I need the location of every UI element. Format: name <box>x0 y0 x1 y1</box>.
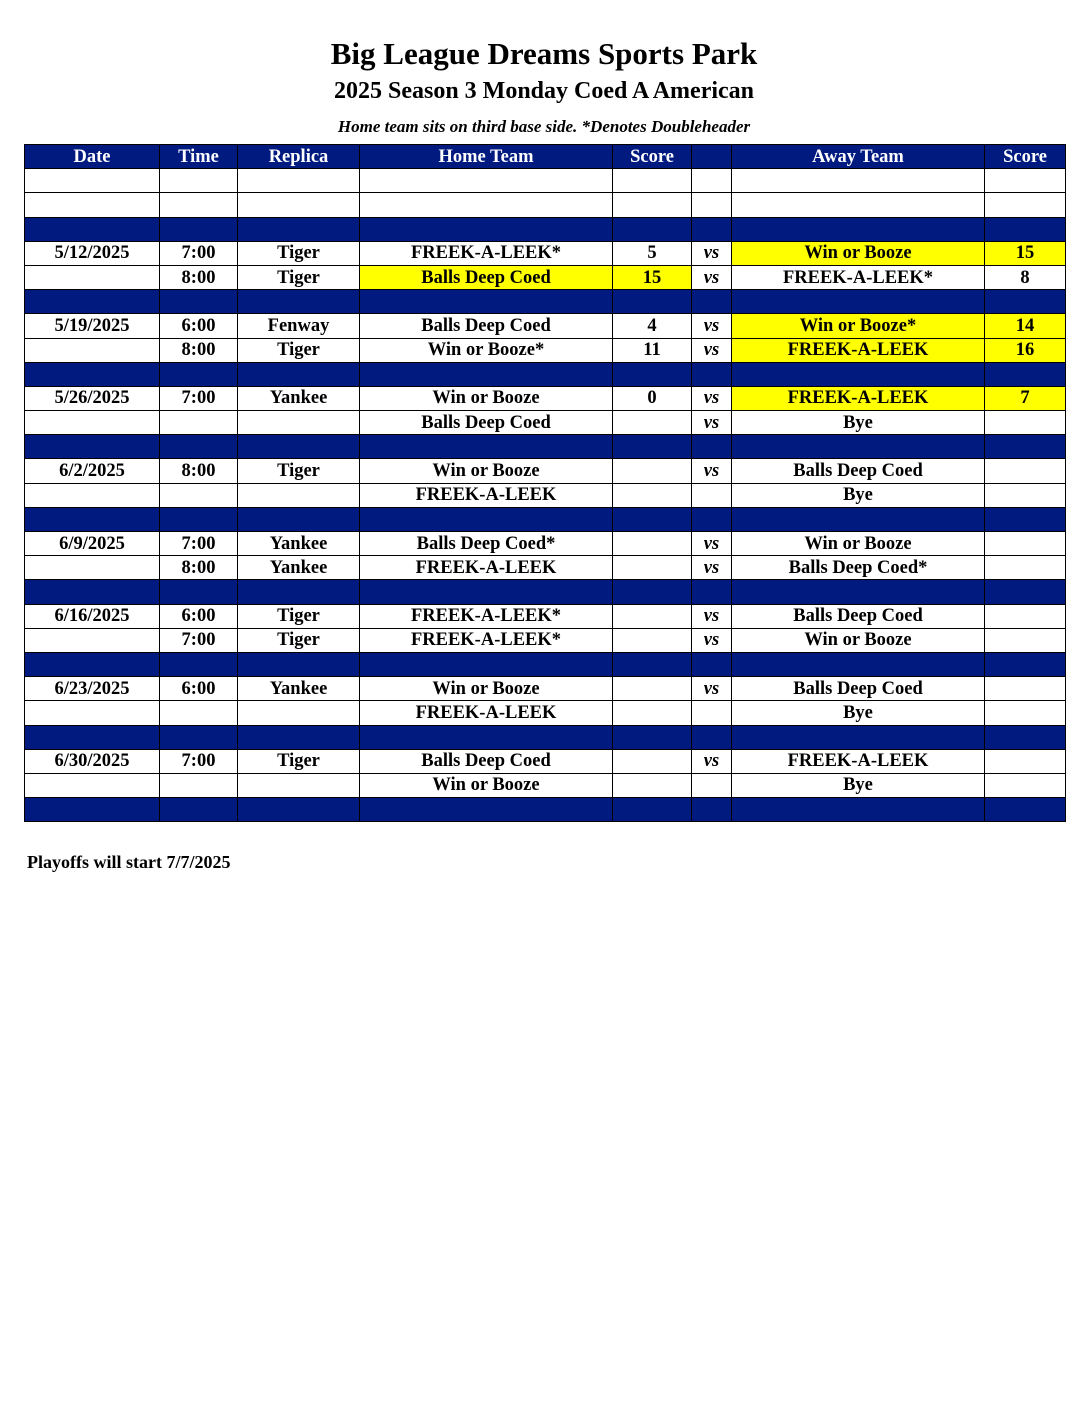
replica-cell <box>238 193 360 217</box>
header-row <box>25 145 1066 169</box>
away-score-cell <box>985 193 1066 217</box>
replica-cell <box>238 290 360 314</box>
separator-row <box>25 362 1066 386</box>
col-away-team-header: Away Team <box>732 145 985 169</box>
vs-cell: vs <box>692 604 732 628</box>
home-team-cell <box>360 652 613 676</box>
date-cell <box>25 193 160 217</box>
game-row <box>25 628 1066 652</box>
home-score-cell <box>613 749 692 773</box>
away-score-cell <box>985 798 1066 822</box>
away-score-cell <box>985 217 1066 241</box>
home-team-cell: Balls Deep Coed <box>360 411 613 435</box>
date-cell: 5/12/2025 <box>25 241 160 265</box>
home-score-cell <box>613 556 692 580</box>
date-cell <box>25 556 160 580</box>
home-team-cell <box>360 193 613 217</box>
home-team-cell: Win or Booze <box>360 459 613 483</box>
replica-cell: Tiger <box>238 749 360 773</box>
time-cell: 7:00 <box>160 241 238 265</box>
separator-row <box>25 652 1066 676</box>
time-cell <box>160 362 238 386</box>
time-cell <box>160 701 238 725</box>
date-cell <box>25 435 160 459</box>
home-team-cell: FREEK-A-LEEK* <box>360 241 613 265</box>
game-row <box>25 483 1066 507</box>
date-cell <box>25 217 160 241</box>
home-score-cell <box>613 193 692 217</box>
date-cell <box>25 338 160 362</box>
time-cell <box>160 580 238 604</box>
home-score-cell <box>613 217 692 241</box>
home-team-cell: Balls Deep Coed <box>360 749 613 773</box>
away-team-cell <box>732 290 985 314</box>
away-team-cell <box>732 652 985 676</box>
vs-cell <box>692 507 732 531</box>
date-cell <box>25 725 160 749</box>
away-team-cell: FREEK-A-LEEK <box>732 749 985 773</box>
date-cell <box>25 773 160 797</box>
home-score-cell <box>613 580 692 604</box>
home-score-cell <box>613 628 692 652</box>
away-score-cell <box>985 556 1066 580</box>
time-cell: 7:00 <box>160 386 238 410</box>
away-team-cell: Win or Booze <box>732 532 985 556</box>
away-score-cell <box>985 362 1066 386</box>
replica-cell: Tiger <box>238 338 360 362</box>
date-cell <box>25 483 160 507</box>
home-team-cell <box>360 362 613 386</box>
time-cell: 7:00 <box>160 749 238 773</box>
away-score-cell <box>985 507 1066 531</box>
vs-cell <box>692 773 732 797</box>
separator-row <box>25 798 1066 822</box>
home-score-cell <box>613 532 692 556</box>
replica-cell: Yankee <box>238 677 360 701</box>
separator-row <box>25 290 1066 314</box>
col-time-header: Time <box>160 145 238 169</box>
separator-row <box>25 507 1066 531</box>
away-score-cell <box>985 701 1066 725</box>
away-score-cell: 14 <box>985 314 1066 338</box>
home-score-cell <box>613 507 692 531</box>
replica-cell: Tiger <box>238 241 360 265</box>
game-row <box>25 386 1066 410</box>
vs-cell <box>692 483 732 507</box>
away-score-cell <box>985 677 1066 701</box>
time-cell <box>160 798 238 822</box>
away-team-cell <box>732 193 985 217</box>
date-cell: 6/2/2025 <box>25 459 160 483</box>
vs-cell <box>692 435 732 459</box>
away-team-cell: FREEK-A-LEEK* <box>732 265 985 289</box>
away-team-cell: FREEK-A-LEEK <box>732 386 985 410</box>
away-team-cell <box>732 507 985 531</box>
blank-row <box>25 193 1066 217</box>
home-team-cell <box>360 169 613 193</box>
vs-cell: vs <box>692 386 732 410</box>
date-cell <box>25 290 160 314</box>
home-team-cell <box>360 580 613 604</box>
col-home-score-header: Score <box>613 145 692 169</box>
date-cell <box>25 362 160 386</box>
replica-cell: Tiger <box>238 604 360 628</box>
home-score-cell <box>613 169 692 193</box>
vs-cell: vs <box>692 265 732 289</box>
col-away-score-header: Score <box>985 145 1066 169</box>
game-row <box>25 459 1066 483</box>
replica-cell <box>238 435 360 459</box>
replica-cell <box>238 580 360 604</box>
game-row <box>25 556 1066 580</box>
time-cell: 8:00 <box>160 338 238 362</box>
replica-cell <box>238 701 360 725</box>
away-team-cell <box>732 580 985 604</box>
game-row <box>25 265 1066 289</box>
away-team-cell <box>732 169 985 193</box>
replica-cell <box>238 169 360 193</box>
home-score-cell: 11 <box>613 338 692 362</box>
replica-cell <box>238 217 360 241</box>
date-cell <box>25 701 160 725</box>
playoffs-note: Playoffs will start 7/7/2025 <box>27 852 231 872</box>
home-score-cell <box>613 604 692 628</box>
home-team-cell: FREEK-A-LEEK* <box>360 604 613 628</box>
home-team-cell <box>360 798 613 822</box>
replica-cell <box>238 773 360 797</box>
home-score-cell: 5 <box>613 241 692 265</box>
home-score-cell <box>613 483 692 507</box>
separator-row <box>25 435 1066 459</box>
game-row <box>25 677 1066 701</box>
away-team-cell: Win or Booze <box>732 241 985 265</box>
home-team-cell: Win or Booze <box>360 386 613 410</box>
away-score-cell <box>985 435 1066 459</box>
home-score-cell: 4 <box>613 314 692 338</box>
away-score-cell <box>985 749 1066 773</box>
away-score-cell <box>985 628 1066 652</box>
away-score-cell <box>985 459 1066 483</box>
home-team-cell: Balls Deep Coed* <box>360 532 613 556</box>
vs-cell: vs <box>692 532 732 556</box>
time-cell: 8:00 <box>160 556 238 580</box>
home-score-cell <box>613 411 692 435</box>
replica-cell: Tiger <box>238 265 360 289</box>
time-cell <box>160 507 238 531</box>
date-cell: 5/26/2025 <box>25 386 160 410</box>
vs-cell: vs <box>692 338 732 362</box>
away-team-cell: Balls Deep Coed <box>732 459 985 483</box>
vs-cell <box>692 652 732 676</box>
away-score-cell <box>985 580 1066 604</box>
time-cell <box>160 193 238 217</box>
time-cell: 8:00 <box>160 459 238 483</box>
replica-cell: Yankee <box>238 532 360 556</box>
time-cell: 6:00 <box>160 314 238 338</box>
vs-cell <box>692 362 732 386</box>
date-cell <box>25 652 160 676</box>
col-replica-header: Replica <box>238 145 360 169</box>
schedule-body <box>25 169 1066 822</box>
vs-cell: vs <box>692 628 732 652</box>
time-cell <box>160 290 238 314</box>
away-team-cell: Balls Deep Coed* <box>732 556 985 580</box>
date-cell: 6/30/2025 <box>25 749 160 773</box>
home-team-cell <box>360 217 613 241</box>
replica-cell: Yankee <box>238 386 360 410</box>
home-score-cell <box>613 435 692 459</box>
home-team-cell: Balls Deep Coed <box>360 314 613 338</box>
home-team-cell: Win or Booze <box>360 773 613 797</box>
blank-row <box>25 169 1066 193</box>
replica-cell <box>238 725 360 749</box>
separator-row <box>25 725 1066 749</box>
home-team-cell <box>360 435 613 459</box>
replica-cell: Tiger <box>238 459 360 483</box>
home-score-cell <box>613 459 692 483</box>
replica-cell <box>238 483 360 507</box>
time-cell <box>160 217 238 241</box>
vs-cell <box>692 290 732 314</box>
game-row <box>25 532 1066 556</box>
home-score-cell <box>613 677 692 701</box>
replica-cell <box>238 507 360 531</box>
home-team-cell <box>360 290 613 314</box>
home-team-cell: Balls Deep Coed <box>360 265 613 289</box>
away-team-cell: Balls Deep Coed <box>732 677 985 701</box>
home-score-cell <box>613 290 692 314</box>
time-cell <box>160 411 238 435</box>
away-score-cell <box>985 483 1066 507</box>
away-team-cell <box>732 798 985 822</box>
away-score-cell <box>985 725 1066 749</box>
game-row <box>25 411 1066 435</box>
replica-cell <box>238 798 360 822</box>
date-cell <box>25 265 160 289</box>
vs-cell: vs <box>692 411 732 435</box>
away-team-cell: Bye <box>732 483 985 507</box>
game-row <box>25 701 1066 725</box>
time-cell: 6:00 <box>160 677 238 701</box>
home-team-cell: FREEK-A-LEEK* <box>360 628 613 652</box>
replica-cell <box>238 652 360 676</box>
vs-cell: vs <box>692 556 732 580</box>
home-team-cell <box>360 507 613 531</box>
away-team-cell: Bye <box>732 773 985 797</box>
away-score-cell: 15 <box>985 241 1066 265</box>
away-score-cell <box>985 604 1066 628</box>
home-team-cell: Win or Booze <box>360 677 613 701</box>
home-team-cell <box>360 725 613 749</box>
date-cell: 6/9/2025 <box>25 532 160 556</box>
home-team-cell: FREEK-A-LEEK <box>360 556 613 580</box>
away-score-cell: 16 <box>985 338 1066 362</box>
home-team-cell: Win or Booze* <box>360 338 613 362</box>
game-row <box>25 314 1066 338</box>
home-score-cell: 0 <box>613 386 692 410</box>
vs-cell <box>692 580 732 604</box>
vs-cell: vs <box>692 749 732 773</box>
time-cell: 6:00 <box>160 604 238 628</box>
replica-cell: Yankee <box>238 556 360 580</box>
page-subtitle: 2025 Season 3 Monday Coed A American <box>333 78 755 104</box>
home-score-cell <box>613 701 692 725</box>
vs-cell <box>692 193 732 217</box>
time-cell <box>160 483 238 507</box>
home-score-cell <box>613 773 692 797</box>
date-cell <box>25 628 160 652</box>
vs-cell <box>692 798 732 822</box>
time-cell <box>160 435 238 459</box>
away-team-cell: FREEK-A-LEEK <box>732 338 985 362</box>
vs-cell <box>692 701 732 725</box>
date-cell: 6/23/2025 <box>25 677 160 701</box>
away-score-cell <box>985 290 1066 314</box>
away-score-cell <box>985 169 1066 193</box>
game-row <box>25 773 1066 797</box>
replica-cell <box>238 362 360 386</box>
home-team-cell: FREEK-A-LEEK <box>360 701 613 725</box>
date-cell <box>25 411 160 435</box>
separator-row <box>25 217 1066 241</box>
schedule-table <box>24 144 1066 822</box>
game-row <box>25 749 1066 773</box>
col-home-team-header: Home Team <box>360 145 613 169</box>
away-team-cell: Bye <box>732 411 985 435</box>
time-cell: 7:00 <box>160 628 238 652</box>
time-cell <box>160 652 238 676</box>
vs-cell: vs <box>692 314 732 338</box>
away-team-cell: Win or Booze <box>732 628 985 652</box>
home-score-cell <box>613 652 692 676</box>
replica-cell <box>238 411 360 435</box>
date-cell <box>25 169 160 193</box>
time-cell: 7:00 <box>160 532 238 556</box>
time-cell <box>160 725 238 749</box>
away-score-cell <box>985 532 1066 556</box>
home-team-cell: FREEK-A-LEEK <box>360 483 613 507</box>
date-cell <box>25 580 160 604</box>
away-team-cell: Bye <box>732 701 985 725</box>
separator-row <box>25 580 1066 604</box>
date-cell <box>25 507 160 531</box>
time-cell: 8:00 <box>160 265 238 289</box>
time-cell <box>160 773 238 797</box>
page-title: Big League Dreams Sports Park <box>330 36 758 71</box>
replica-cell: Fenway <box>238 314 360 338</box>
away-score-cell <box>985 652 1066 676</box>
replica-cell: Tiger <box>238 628 360 652</box>
away-team-cell: Balls Deep Coed <box>732 604 985 628</box>
time-cell <box>160 169 238 193</box>
vs-cell: vs <box>692 677 732 701</box>
date-cell <box>25 798 160 822</box>
vs-cell <box>692 169 732 193</box>
game-row <box>25 338 1066 362</box>
game-row <box>25 241 1066 265</box>
col-date-header: Date <box>25 145 160 169</box>
away-score-cell <box>985 411 1066 435</box>
home-score-cell: 15 <box>613 265 692 289</box>
home-score-cell <box>613 362 692 386</box>
away-score-cell: 7 <box>985 386 1066 410</box>
away-team-cell <box>732 362 985 386</box>
doubleheader-note: Home team sits on third base side. *Denotes Doubleheader <box>337 117 751 136</box>
home-score-cell <box>613 725 692 749</box>
vs-cell <box>692 217 732 241</box>
vs-cell: vs <box>692 241 732 265</box>
home-score-cell <box>613 798 692 822</box>
away-team-cell: Win or Booze* <box>732 314 985 338</box>
away-team-cell <box>732 725 985 749</box>
date-cell: 5/19/2025 <box>25 314 160 338</box>
vs-cell: vs <box>692 459 732 483</box>
vs-cell <box>692 725 732 749</box>
away-team-cell <box>732 435 985 459</box>
date-cell: 6/16/2025 <box>25 604 160 628</box>
col-vs-header <box>692 145 732 169</box>
away-team-cell <box>732 217 985 241</box>
game-row <box>25 604 1066 628</box>
away-score-cell: 8 <box>985 265 1066 289</box>
away-score-cell <box>985 773 1066 797</box>
